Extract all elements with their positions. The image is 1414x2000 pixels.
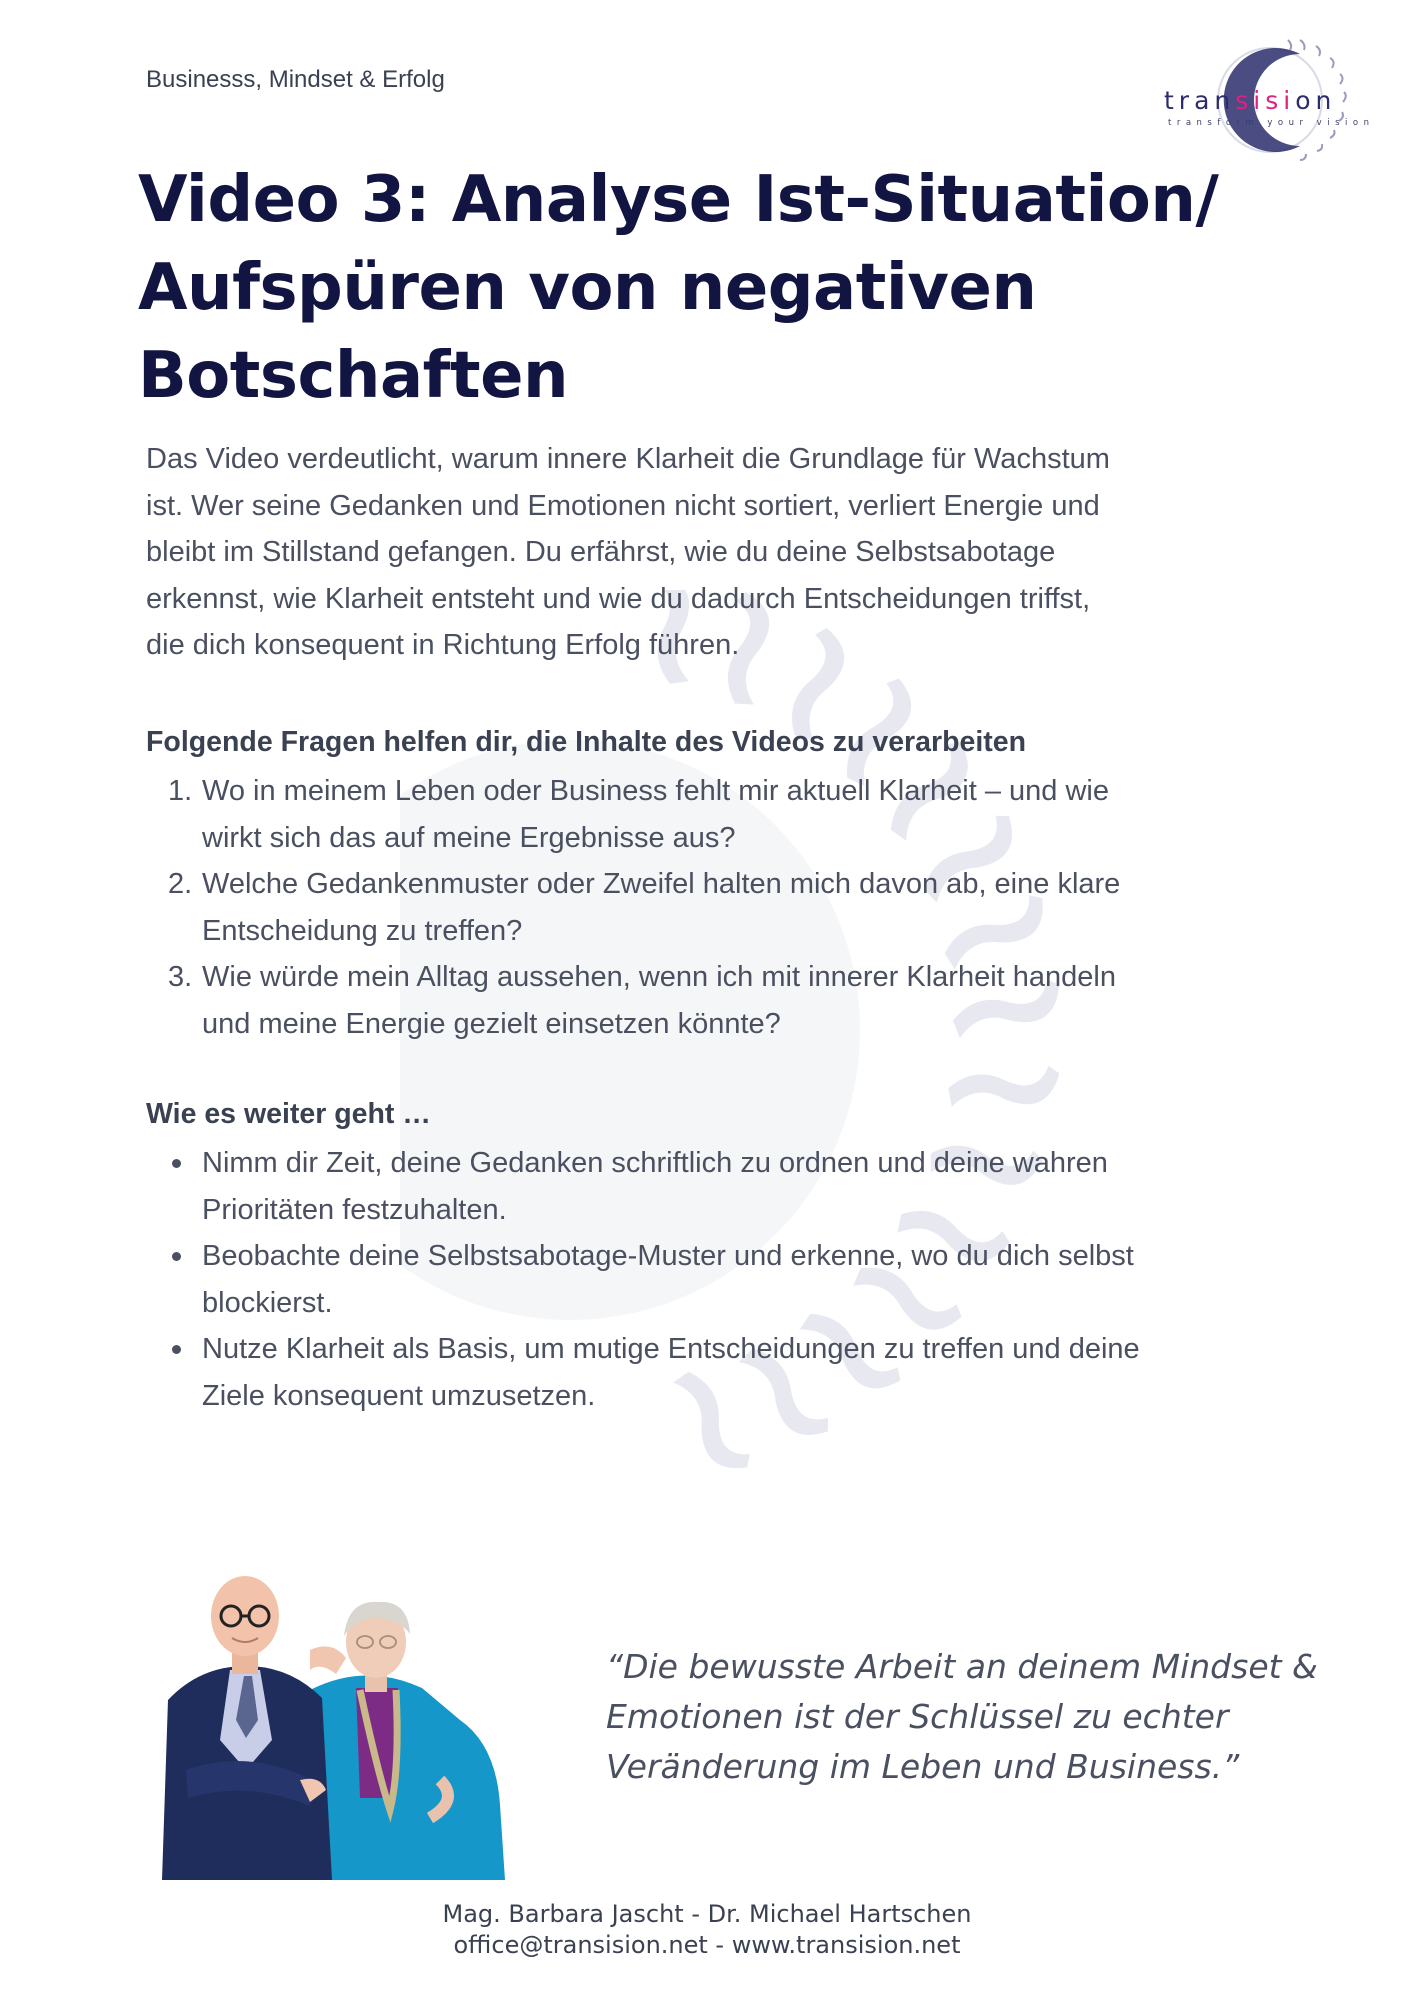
- title-line: Video 3: Analyse Ist-Situation/: [138, 163, 1219, 237]
- logo-wordmark: transision: [1164, 86, 1337, 115]
- logo-subline: transform your vision: [1168, 118, 1375, 128]
- next-step-item: Nutze Klarheit als Basis, um mutige Entscheidungen zu treffen und deine Ziele konsequent umzusetzen.: [146, 1326, 1276, 1419]
- intro-line: erkennst, wie Klarheit entsteht und wie du dadurch Entscheidungen triffst,: [146, 582, 1091, 615]
- bullet-icon: [172, 1159, 181, 1168]
- quote-line: “Die bewusste Arbeit an deinem Mindset &: [606, 1647, 1318, 1686]
- authors-photo: [160, 1570, 510, 1880]
- intro-paragraph: [146, 436, 1256, 669]
- header-tagline: Businesss, Mindset & Erfolg: [146, 66, 445, 93]
- question-number: 1.: [168, 775, 193, 807]
- question-number: 3.: [168, 961, 193, 993]
- questions-heading: Folgende Fragen helfen dir, die Inhalte des Videos zu verarbeiten: [146, 726, 1027, 758]
- question-number: 2.: [168, 868, 193, 900]
- quote-text: [606, 1642, 1318, 1792]
- question-item: 1. Wo in meinem Leben oder Business fehlt mir aktuell Klarheit – und wie wirkt sich das auf meine Ergebnisse aus?: [146, 768, 1276, 861]
- next-steps-list: [146, 1140, 1276, 1419]
- transision-logo[interactable]: [1150, 30, 1380, 170]
- title-line: Aufspüren von negativen: [138, 251, 1037, 325]
- intro-line: Das Video verdeutlicht, warum innere Klarheit die Grundlage für Wachstum: [146, 443, 1110, 475]
- next-step-item: Nimm dir Zeit, deine Gedanken schriftlich zu ordnen und deine wahren Prioritäten festzuhalten.: [146, 1140, 1276, 1233]
- footer-contact[interactable]: office@transision.net - www.transision.net: [453, 1931, 961, 1959]
- question-item: 3. Wie würde mein Alltag aussehen, wenn ich mit innerer Klarheit handeln und meine Energie gezielt einsetzen könnte?: [146, 954, 1276, 1047]
- quote-line: Veränderung im Leben und Business.”: [606, 1747, 1240, 1786]
- bullet-icon: [172, 1345, 181, 1354]
- bullet-icon: [172, 1252, 181, 1261]
- question-item: 2. Welche Gedankenmuster oder Zweifel halten mich davon ab, eine klare Entscheidung zu treffen?: [146, 861, 1276, 954]
- next-step-item: Beobachte deine Selbstsabotage-Muster und erkenne, wo du dich selbst blockierst.: [146, 1233, 1276, 1326]
- sun-ray: [946, 1052, 1060, 1121]
- questions-list: [146, 768, 1276, 1047]
- page-title: [138, 156, 1238, 420]
- title-line: Botschaften: [138, 339, 569, 413]
- next-steps-heading: Wie es weiter geht …: [146, 1098, 431, 1130]
- intro-line: bleibt im Stillstand gefangen. Du erfährst, wie du deine Selbstsabotage: [146, 536, 1056, 568]
- intro-line: ist. Wer seine Gedanken und Emotionen nicht sortiert, verliert Energie und: [146, 489, 1100, 522]
- footer-names: Mag. Barbara Jascht - Dr. Michael Hartschen: [442, 1900, 972, 1928]
- intro-line: die dich konsequent in Richtung Erfolg führen.: [146, 629, 740, 661]
- quote-line: Emotionen ist der Schlüssel zu echter: [606, 1697, 1229, 1736]
